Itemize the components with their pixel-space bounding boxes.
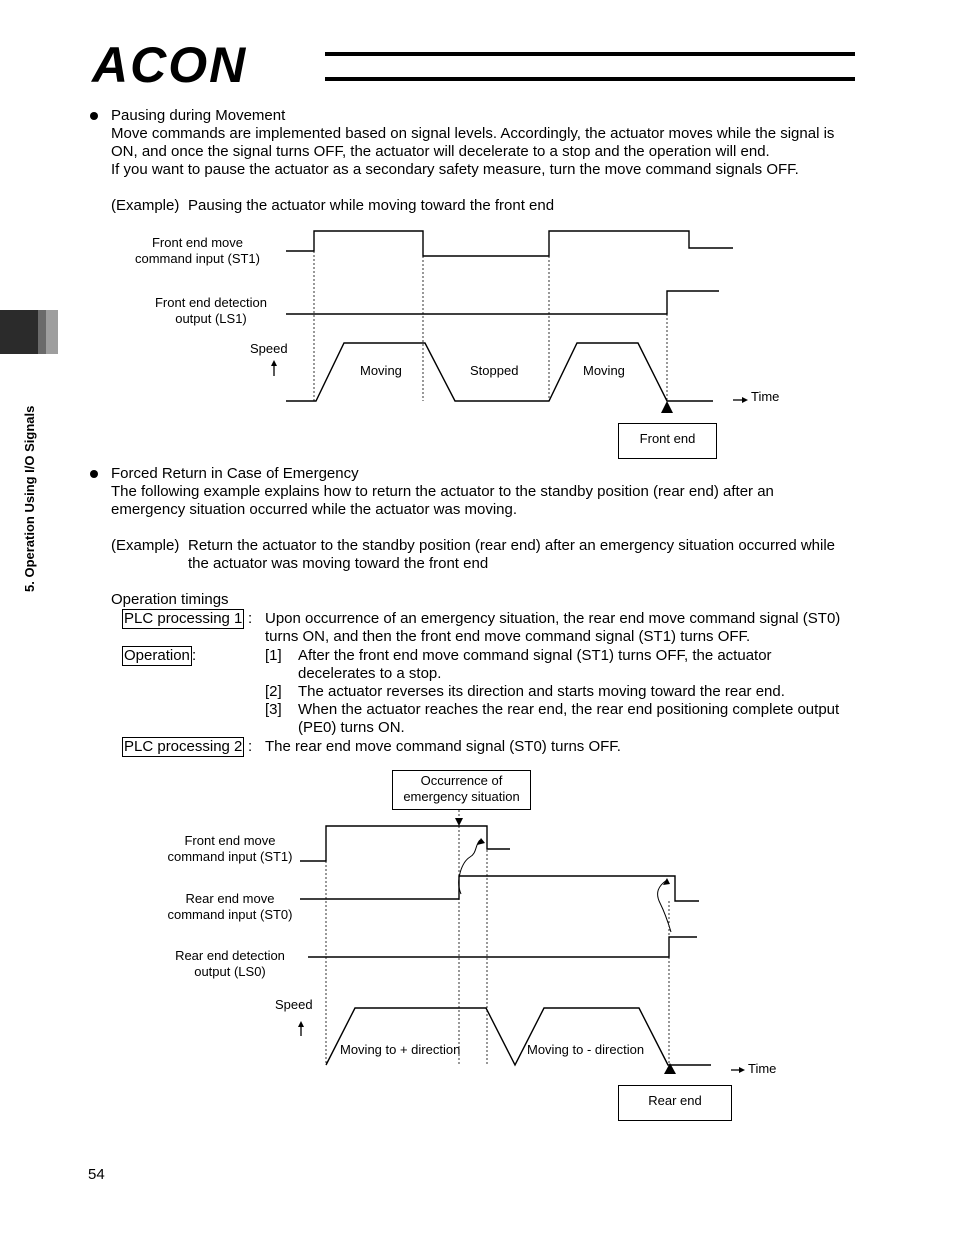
colon: : bbox=[248, 738, 253, 755]
ls1-label: Front end detection output (LS1) bbox=[154, 295, 268, 326]
ls0-label: Rear end detection output (LS0) bbox=[175, 948, 285, 979]
section2-example-tag: (Example) bbox=[111, 537, 180, 554]
plc-processing-2-label: PLC processing 2 bbox=[124, 738, 243, 755]
stopped-label: Stopped bbox=[470, 363, 519, 378]
section1-title: Pausing during Movement bbox=[111, 107, 286, 124]
section2-example-line: the actuator was moving toward the front end bbox=[188, 555, 489, 572]
section1-example-tag: (Example) bbox=[111, 197, 180, 214]
step-number: [2] bbox=[265, 683, 282, 700]
time-label: Time bbox=[748, 1061, 777, 1076]
step-line: When the actuator reaches the rear end, the rear end positioning complete output bbox=[298, 701, 840, 718]
plc1-line: Upon occurrence of an emergency situation, the rear end move command signal (ST0) bbox=[265, 610, 841, 627]
step-line: After the front end move command signal (ST1) turns OFF, the actuator bbox=[298, 647, 772, 664]
moving-minus-label: Moving to - direction bbox=[527, 1042, 645, 1057]
page-number: 54 bbox=[88, 1166, 105, 1183]
bullet-icon bbox=[90, 112, 98, 120]
step-line: The actuator reverses its direction and starts moving toward the rear end. bbox=[298, 683, 785, 700]
step-line: (PE0) turns ON. bbox=[298, 719, 405, 736]
timing-diagram-1 bbox=[0, 220, 954, 465]
speed-label: Speed bbox=[250, 341, 288, 356]
section1-example-text: Pausing the actuator while moving toward the front end bbox=[188, 197, 555, 214]
section1-line: ON, and once the signal turns OFF, the actuator will decelerate to a stop and the operation will end. bbox=[111, 143, 770, 160]
plc1-line: turns ON, and then the front end move command signal (ST1) turns OFF. bbox=[265, 628, 751, 645]
section2-line: The following example explains how to return the actuator to the standby position (rear end) after an bbox=[111, 483, 774, 500]
front-end-box: Front end bbox=[618, 423, 717, 459]
moving-label: Moving bbox=[360, 363, 402, 378]
st1-label: Front end move command input (ST1) bbox=[167, 833, 293, 864]
operation-timings-title: Operation timings bbox=[111, 591, 229, 608]
bullet-icon bbox=[90, 470, 98, 478]
colon: : bbox=[248, 610, 253, 627]
st0-label: Rear end move command input (ST0) bbox=[167, 891, 293, 922]
rear-end-box: Rear end bbox=[618, 1085, 732, 1121]
step-number: [3] bbox=[265, 701, 282, 718]
acon-logo bbox=[0, 0, 954, 100]
header bbox=[0, 0, 954, 100]
speed-label: Speed bbox=[275, 997, 313, 1012]
section2-line: emergency situation occurred while the actuator was moving. bbox=[111, 501, 518, 518]
moving-label: Moving bbox=[583, 363, 625, 378]
colon: : bbox=[192, 647, 197, 664]
step-line: decelerates to a stop. bbox=[298, 665, 442, 682]
plc2-text: The rear end move command signal (ST0) turns OFF. bbox=[265, 738, 621, 755]
operation-label: Operation bbox=[124, 647, 190, 664]
section2-title: Forced Return in Case of Emergency bbox=[111, 465, 359, 482]
section1-line: If you want to pause the actuator as a secondary safety measure, turn the move command signals OFF. bbox=[111, 161, 799, 178]
plc-processing-1-label: PLC processing 1 bbox=[124, 610, 243, 627]
step-number: [1] bbox=[265, 647, 282, 664]
time-label: Time bbox=[751, 389, 780, 404]
st1-label: Front end move command input (ST1) bbox=[135, 235, 260, 266]
timing-diagram-2 bbox=[0, 765, 954, 1125]
logo-text: ACON bbox=[92, 37, 248, 93]
emergency-situation-box: Occurrence of emergency situation bbox=[392, 770, 531, 810]
section2-example-line: Return the actuator to the standby position (rear end) after an emergency situation occurred while bbox=[188, 537, 836, 554]
sidebar-chapter-label: 5. Operation Using I/O Signals bbox=[22, 405, 37, 592]
section1-line: Move commands are implemented based on signal levels. Accordingly, the actuator moves while the signal is bbox=[111, 125, 835, 142]
moving-plus-label: Moving to + direction bbox=[340, 1042, 461, 1057]
